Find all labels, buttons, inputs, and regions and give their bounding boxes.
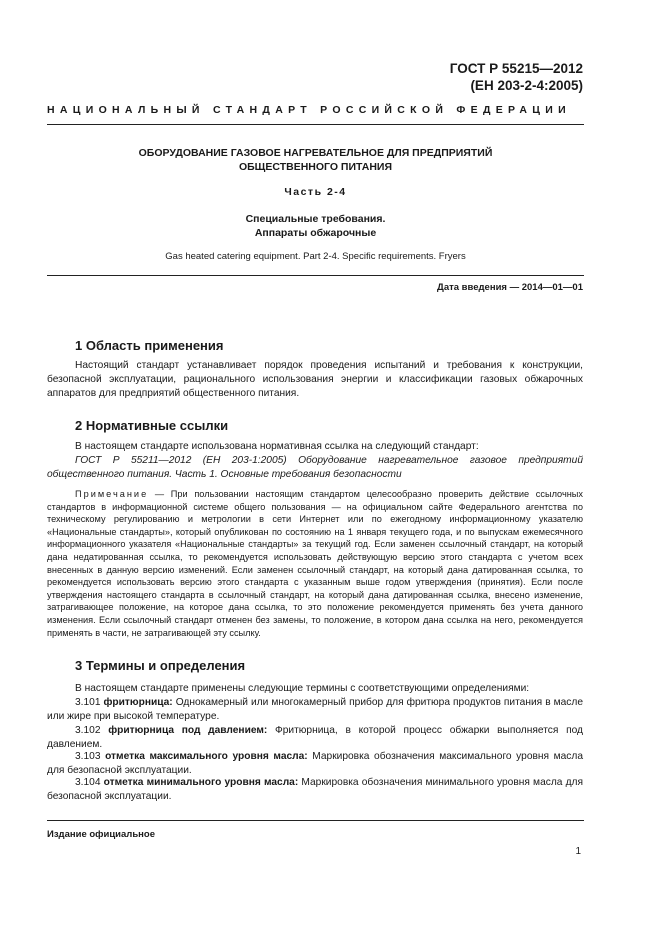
subtitle-line-1: Специальные требования. — [245, 213, 386, 225]
title-line-2: ОБЩЕСТВЕННОГО ПИТАНИЯ — [238, 161, 393, 173]
term-3-103 — [47, 750, 583, 778]
term-definition: Маркировка обозначения максимального уровня масла для безопасной эксплуатации. — [47, 751, 584, 776]
term-definition: Однокамерный или многокамерный прибор для фритюра продуктов питания в масле или жире при высокой температуре. — [47, 697, 583, 722]
section-3-intro: В настоящем стандарте применены следующие термины с соответствующими определениями: — [75, 683, 530, 694]
term-definition: Фритюрница, в которой процесс обжарки выполняется под давлением. — [47, 725, 583, 750]
normative-reference: ГОСТ Р 55211—2012 (ЕН 203-1:2005) Оборудование нагревательное газовое предприятий общественного питания. Часть 1. Основные требования безопасности — [47, 455, 583, 480]
term-name: фритюрница: — [103, 697, 173, 708]
term-3-102 — [47, 724, 583, 752]
note-label: Примечание — [75, 489, 149, 499]
european-equivalent: (ЕН 203-2-4:2005) — [470, 78, 583, 93]
official-edition-label: Издание официальное — [47, 829, 155, 840]
english-title: Gas heated catering equipment. Part 2-4. Specific requirements. Fryers — [165, 251, 466, 262]
section-2-text: В настоящем стандарте использована нормативная ссылка на следующий стандарт: — [75, 441, 479, 452]
term-name: отметка максимального уровня масла: — [105, 751, 308, 762]
term-3-101 — [47, 696, 583, 724]
section-2-note — [47, 488, 583, 639]
part-label: Часть 2-4 — [284, 186, 347, 198]
term-3-104 — [47, 776, 583, 804]
term-definition: Маркировка обозначения минимального уровня масла для безопасной эксплуатации. — [47, 777, 583, 802]
note-text: — При пользовании настоящим стандартом целесообразно проверить действие ссылочных стандартов в информационной системе общего пользования — на официальном сайте Федерального агентства по техническому регулированию и метрологии в сети Интернет или по ежегодному информационному указателю «Национальные стандарты», который опубликован по состоянию на 1 января текущего года, и по выпускам ежемесячного информационного указателя «Национальные стандарты» за текущий год. Если заменен ссылочный стандарт, на который дана недатированная ссылка, то рекомендуется использовать действующую версию этого стандарта с учетом всех внесенных в данную версию изменений. Если заменен ссылочный стандарт, на который дана датированная ссылка, то рекомендуется использовать версию этого стандарта с указанным выше годом утверждения (принятия). Если после утверждения настоящего стандарта в ссылочный стандарт, на который дана датированная ссылка, внесено изменение, затрагивающее положение, на которое дана ссылка, то это положение рекомендуется применять без учета данного изменения. Если ссылочный стандарт отменен без замены, то положение, в котором дана ссылка на него, рекомендуется применять в части, не затрагивающей эту ссылку. — [47, 489, 583, 638]
introduction-date: Дата введения — 2014—01—01 — [437, 282, 583, 293]
footer-rule — [47, 820, 584, 821]
term-name: фритюрница под давлением: — [108, 725, 268, 736]
standard-number-block — [450, 60, 583, 94]
title-line-1: ОБОРУДОВАНИЕ ГАЗОВОЕ НАГРЕВАТЕЛЬНОЕ ДЛЯ ПРЕДПРИЯТИЙ — [138, 147, 493, 159]
subtitle-line-2: Аппараты обжарочные — [254, 227, 377, 239]
document-subtitle — [47, 212, 584, 240]
section-2-heading: 2 Нормативные ссылки — [75, 418, 229, 433]
term-number: 3.102 — [75, 725, 109, 736]
term-number: 3.101 — [75, 697, 104, 708]
standard-number: ГОСТ Р 55215—2012 — [449, 61, 583, 76]
national-standard-banner: НАЦИОНАЛЬНЫЙ СТАНДАРТ РОССИЙСКОЙ ФЕДЕРАЦИИ — [47, 104, 571, 116]
term-number: 3.104 — [75, 777, 104, 788]
term-number: 3.103 — [75, 751, 106, 762]
title-rule — [47, 275, 584, 276]
section-1-heading: 1 Область применения — [75, 338, 224, 353]
document-title — [47, 146, 584, 174]
section-1-text: Настоящий стандарт устанавливает порядок проведения испытаний и требования к конструкции, безопасной эксплуатации, рационального использования энергии и классификации газовых обжарочных аппаратов для предприятий общественного питания. — [47, 360, 583, 399]
section-3-heading: 3 Термины и определения — [75, 658, 246, 673]
term-name: отметка минимального уровня масла: — [103, 777, 299, 788]
top-rule — [47, 124, 584, 125]
page-number: 1 — [575, 846, 581, 857]
